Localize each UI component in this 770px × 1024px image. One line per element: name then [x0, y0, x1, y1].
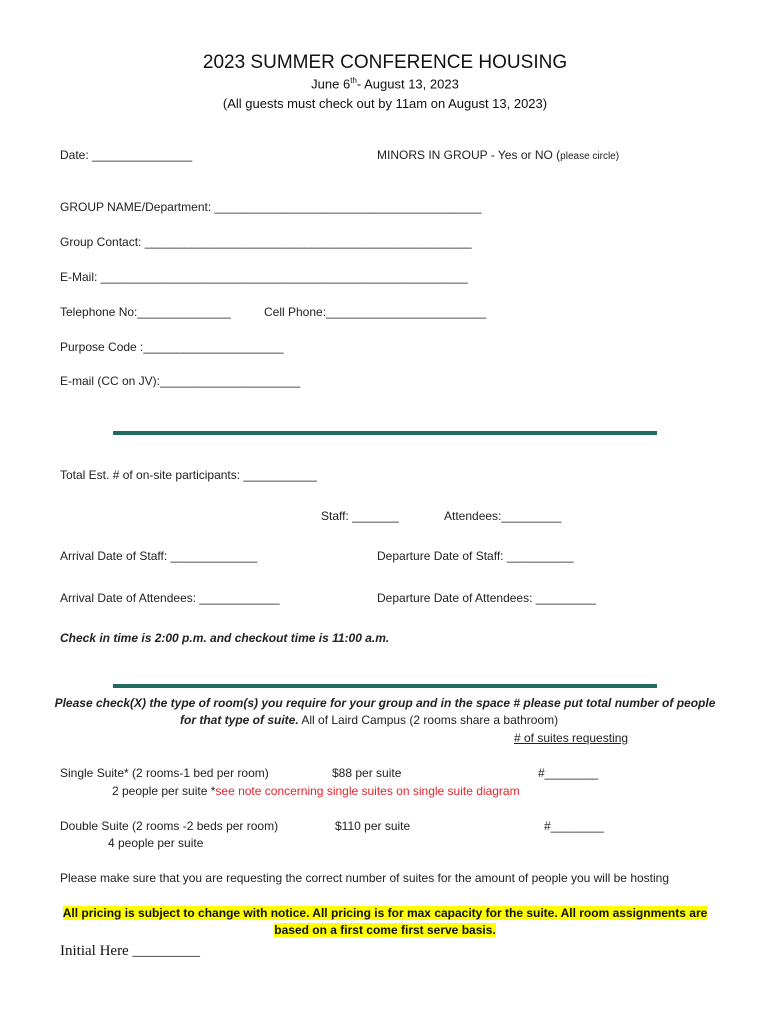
section-divider	[113, 431, 657, 435]
group-contact-field[interactable]: Group Contact: _________________________________________________	[60, 235, 472, 249]
section-divider	[113, 684, 657, 688]
departure-staff-field[interactable]: Departure Date of Staff: __________	[377, 549, 574, 563]
checkin-note: Check in time is 2:00 p.m. and checkout time is 11:00 a.m.	[60, 631, 390, 645]
attendees-count-field[interactable]: Attendees:_________	[444, 509, 562, 523]
single-suite-count-field[interactable]: #________	[538, 766, 599, 780]
single-suite-note: see note concerning single suites on single suite diagram	[215, 784, 520, 798]
email-field[interactable]: E-Mail: _______________________________________________________	[60, 270, 468, 284]
event-dates: June 6th- August 13, 2023	[311, 76, 459, 92]
arrival-attendees-field[interactable]: Arrival Date of Attendees: ____________	[60, 591, 280, 605]
double-suite-count-field[interactable]: #________	[544, 819, 605, 833]
arrival-staff-field[interactable]: Arrival Date of Staff: _____________	[60, 549, 258, 563]
departure-attendees-field[interactable]: Departure Date of Attendees: _________	[377, 591, 596, 605]
single-suite-price: $88 per suite	[332, 766, 402, 780]
room-instruction: Please check(X) the type of room(s) you require for your group and in the space # please put total number of people	[54, 696, 716, 710]
staff-count-field[interactable]: Staff: _______	[321, 509, 399, 523]
single-suite-label: Single Suite* (2 rooms-1 bed per room)	[60, 766, 269, 780]
minors-field[interactable]: MINORS IN GROUP - Yes or NO (please circle)	[377, 148, 620, 162]
cell-phone-field[interactable]: Cell Phone:________________________	[264, 305, 487, 319]
total-participants-field[interactable]: Total Est. # of on-site participants: ___________	[60, 468, 317, 482]
single-suite-capacity: 2 people per suite *see note concerning single suites on single suite diagram	[112, 784, 520, 798]
pricing-notice: All pricing is subject to change with notice. All pricing is for max capacity for the suite. All room assignments are based on a first come first serve basis.	[62, 906, 708, 937]
date-field[interactable]: Date: _______________	[60, 148, 193, 162]
telephone-field[interactable]: Telephone No:______________	[60, 305, 231, 319]
purpose-code-field[interactable]: Purpose Code :_____________________	[60, 340, 284, 354]
double-suite-price: $110 per suite	[335, 819, 411, 833]
double-suite-capacity: 4 people per suite	[108, 836, 204, 850]
initial-field[interactable]: Initial Here _________	[60, 943, 200, 959]
page-title: 2023 SUMMER CONFERENCE HOUSING	[202, 52, 568, 73]
room-instruction-continued: for that type of suite. All of Laird Campus (2 rooms share a bathroom)	[180, 713, 559, 727]
double-suite-label: Double Suite (2 rooms -2 beds per room)	[60, 819, 279, 833]
checkout-note: (All guests must check out by 11am on August 13, 2023)	[222, 96, 548, 111]
suites-reminder: Please make sure that you are requesting the correct number of suites for the amount of people you will be hosting	[60, 871, 670, 885]
email-cc-field[interactable]: E-mail (CC on JV):_____________________	[60, 374, 301, 388]
suites-column-header: # of suites requesting	[514, 731, 629, 745]
group-name-field[interactable]: GROUP NAME/Department: ________________________________________	[60, 200, 482, 214]
